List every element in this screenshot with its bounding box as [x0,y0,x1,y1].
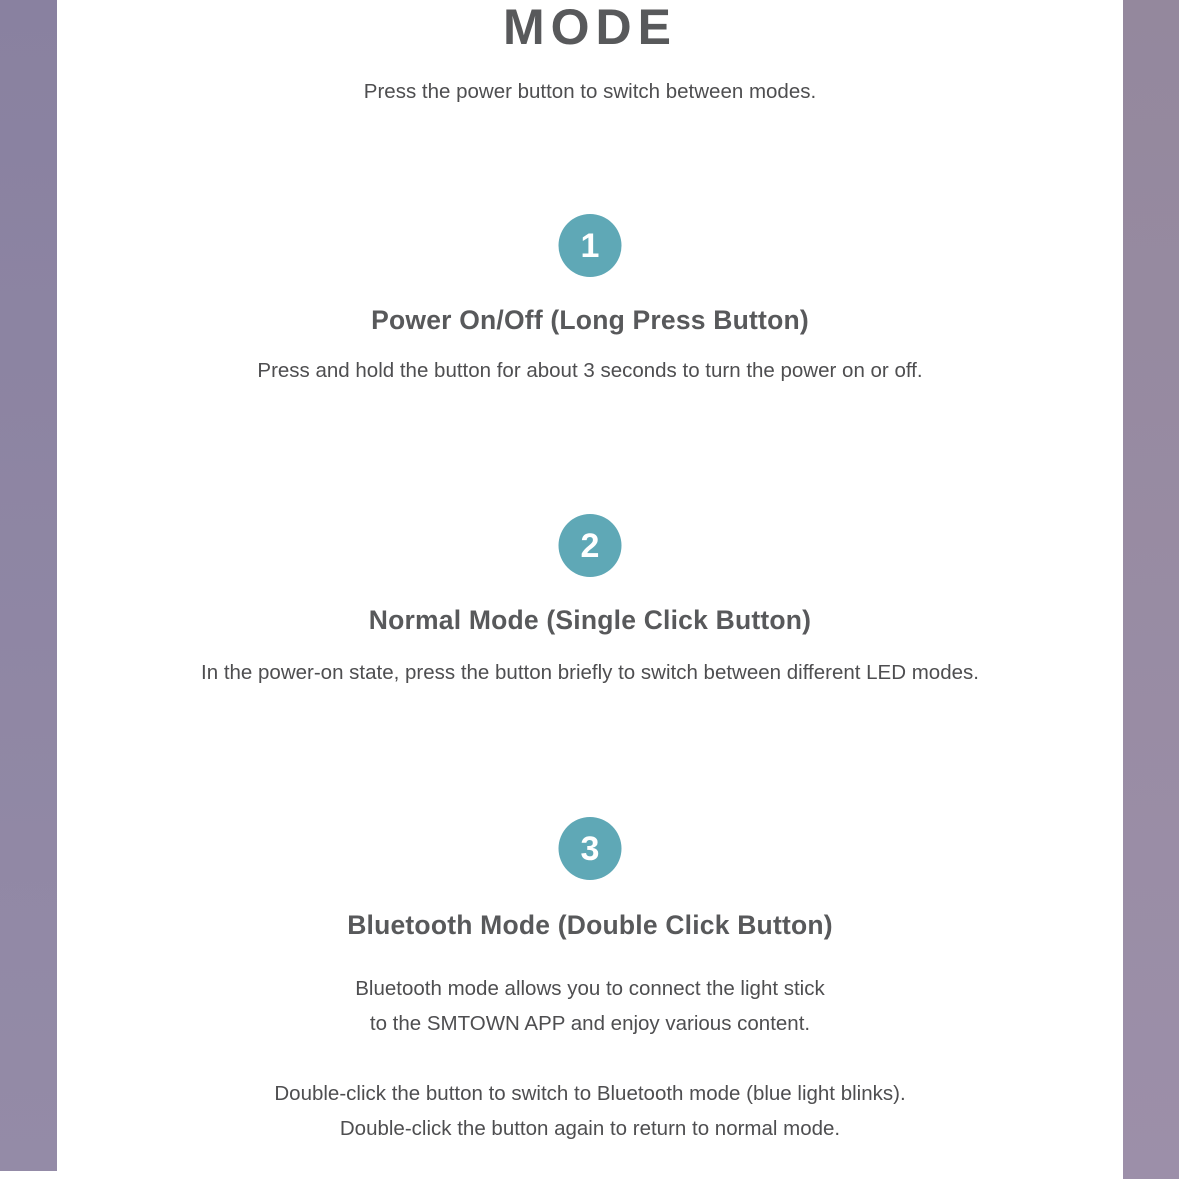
purple-background-left [0,0,57,1171]
step-3-number-badge [559,817,622,880]
step-2-number: 2 [580,526,600,565]
step-3-number: 3 [580,829,600,868]
page-subtitle: Press the power button to switch between modes. [363,80,817,103]
step-2-description: In the power-on state, press the button briefly to switch between different LED modes. [201,661,979,684]
content-panel [57,0,1123,1179]
step-1-heading: Power On/Off (Long Press Button) [371,305,809,335]
step-2-number-badge [559,514,622,577]
step-3-note [57,1076,1123,1146]
step-1-description: Press and hold the button for about 3 seconds to turn the power on or off. [257,359,923,382]
step-1-number-badge [559,214,622,277]
step-3-heading: Bluetooth Mode (Double Click Button) [347,910,833,940]
step-3-description [57,971,1123,1041]
step-3-description-line-2: to the SMTOWN APP and enjoy various content. [369,1012,811,1035]
step-3-note-line-2: Double-click the button again to return to normal mode. [339,1117,841,1140]
step-2-heading: Normal Mode (Single Click Button) [368,605,812,635]
page-title: MODE [503,0,677,55]
step-3-note-line-1: Double-click the button to switch to Bluetooth mode (blue light blinks). [274,1082,906,1105]
step-1-number: 1 [580,226,600,265]
step-3-description-line-1: Bluetooth mode allows you to connect the light stick [355,977,825,1000]
purple-background-right [1123,0,1179,1179]
